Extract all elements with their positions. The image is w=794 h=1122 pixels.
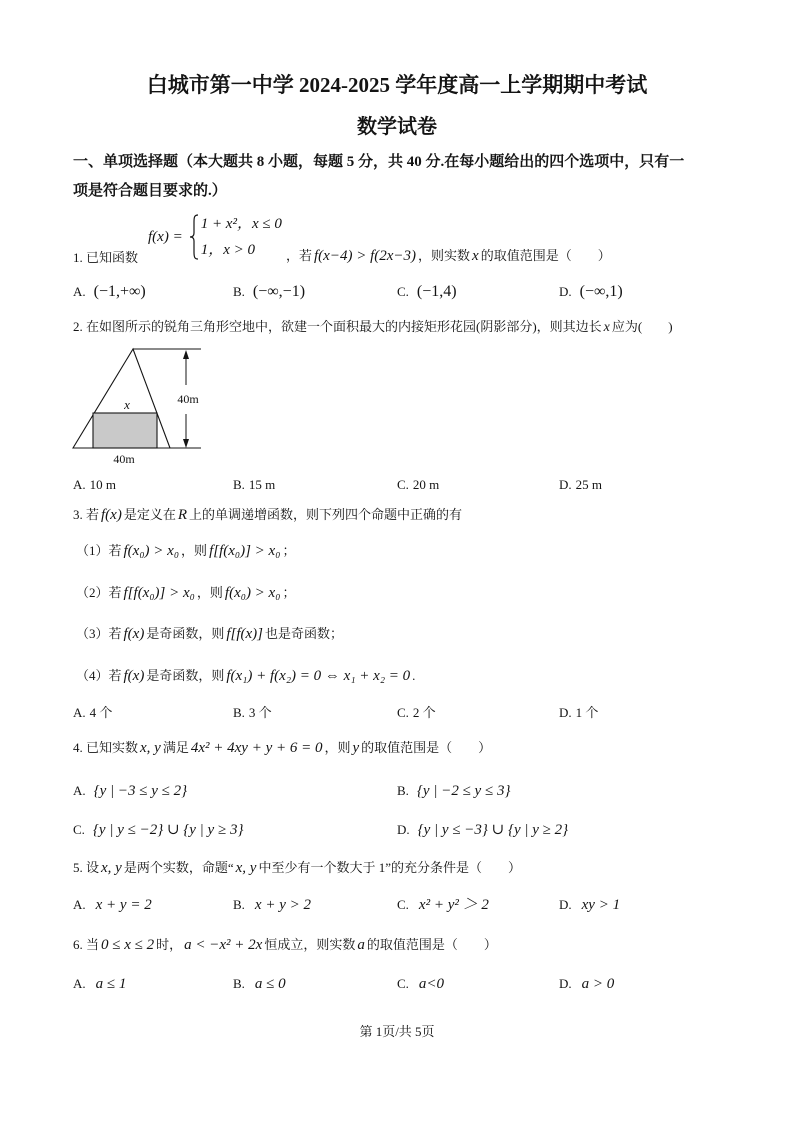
- q6-stem-b: 时，: [156, 937, 183, 952]
- option-value: (−1,4): [416, 283, 457, 300]
- option-value: 10 m: [89, 477, 117, 492]
- option-label: B.: [233, 284, 245, 299]
- q2-option-b: [233, 475, 275, 495]
- option-label: B.: [233, 477, 245, 492]
- option-label: A.: [73, 783, 86, 798]
- option-label: C.: [397, 897, 409, 912]
- option-label: D.: [397, 822, 410, 837]
- option-value: xy > 1: [581, 897, 621, 913]
- option-value: (−∞,−1): [252, 283, 306, 300]
- q6-math-1: 0 ≤ x ≤ 2: [101, 937, 155, 953]
- statement-math-2: f[f(x)]: [226, 626, 264, 642]
- q2-triangle-figure: [60, 340, 210, 470]
- q3-stem-r: R: [177, 507, 188, 523]
- q3-stem-b: 是定义在: [123, 507, 176, 522]
- statement-end: ；: [282, 585, 296, 600]
- exam-subtitle: 数学试卷: [357, 116, 437, 138]
- option-value: 20 m: [412, 477, 440, 492]
- q1-number: 1. 已知函数: [73, 250, 139, 265]
- statement-math-1: f(x): [123, 668, 145, 684]
- statement-end: .: [412, 668, 416, 683]
- q3-option-d: [559, 703, 598, 723]
- q3-stem-a: 3. 若: [73, 507, 100, 522]
- q2-stem-b: 应为( ): [611, 319, 673, 334]
- option-value: x² + y² ＞ 2: [418, 897, 489, 913]
- option-value: a<0: [418, 976, 445, 992]
- q5-option-d: [559, 895, 620, 915]
- q1-case-1: 1 + x²，x ≤ 0: [200, 216, 282, 232]
- option-label: D.: [559, 477, 572, 492]
- q6-math-3: a: [357, 937, 365, 953]
- q3-statement-3: [76, 624, 343, 644]
- option-value: {y | −3 ≤ y ≤ 2}: [93, 783, 188, 799]
- option-value: x + y = 2: [95, 897, 152, 913]
- brace-symbol: [189, 214, 199, 260]
- statement-mid: 是奇函数，则: [146, 626, 225, 641]
- statement-math-2: f[f(x₀)] > x₀: [209, 543, 281, 559]
- option-value: 3 个: [248, 705, 272, 720]
- q1-option-d: [559, 282, 623, 302]
- statement-prefix: （2）若: [76, 585, 122, 600]
- q6-stem-d: 的取值范围是（ ）: [366, 937, 497, 952]
- q1-piecewise-function: [146, 213, 282, 261]
- q1-text-then: ，则实数: [418, 248, 471, 263]
- section-heading-line2: 项是符合题目要求的.）: [73, 183, 227, 199]
- q3-statement-1: [76, 541, 295, 561]
- height-arrow-up-icon: [183, 350, 189, 385]
- page-number-footer: 第 1页/共 5页: [359, 1024, 435, 1039]
- height-arrow-down-icon: [183, 414, 189, 448]
- q3-statement-2: [76, 583, 295, 603]
- option-value: a ≤ 0: [254, 976, 286, 992]
- option-label: D.: [559, 976, 572, 991]
- option-value: {y | y ≤ −2} ∪ {y | y ≥ 3}: [92, 822, 244, 838]
- q4-math-2: 4x² + 4xy + y + 6 = 0: [190, 740, 323, 756]
- q3-stem-c: 上的单调递增函数，则下列四个命题中正确的有: [189, 507, 463, 522]
- section-heading-line1: 一、单项选择题（本大题共 8 小题，每题 5 分，共 40 分.在每小题给出的四个选项中，只有一: [73, 154, 685, 170]
- statement-math-1: f(x): [123, 626, 145, 642]
- q5-stem-a: 5. 设: [73, 860, 100, 875]
- q4-math-3: y: [352, 740, 360, 756]
- option-value: x + y > 2: [254, 897, 311, 913]
- option-value: (−1,+∞): [93, 283, 146, 300]
- option-value: (−∞,1): [579, 283, 623, 300]
- statement-mid: 是奇函数，则: [146, 668, 225, 683]
- q1-variable: x: [472, 248, 479, 264]
- q2-stem: [73, 317, 673, 337]
- statement-prefix: （1）若: [76, 543, 122, 558]
- q3-statement-4: [76, 666, 415, 686]
- q4-option-d: [397, 820, 568, 840]
- q5-stem-c: 中至少有一个数大于 1”的充分条件是（ ）: [258, 860, 521, 875]
- statement-end: ；: [282, 543, 296, 558]
- q5-option-c: [397, 895, 489, 915]
- q3-stem-f: f(x): [101, 507, 122, 523]
- option-value: 4 个: [89, 705, 113, 720]
- option-label: B.: [233, 976, 245, 991]
- rect-width-label: x: [124, 397, 130, 412]
- option-label: B.: [233, 705, 245, 720]
- option-label: A.: [73, 976, 86, 991]
- q6-stem-a: 6. 当: [73, 937, 100, 952]
- q6-option-a: [73, 974, 126, 994]
- q1-text-if: ，若: [286, 248, 313, 263]
- q2-stem-a: 2. 在如图所示的锐角三角形空地中，欲建一个面积最大的内接矩形花园(阴影部分)，则其边长: [73, 319, 602, 334]
- q4-stem-b: 满足: [162, 740, 189, 755]
- q2-option-c: [397, 475, 439, 495]
- option-label: C.: [397, 976, 409, 991]
- option-label: B.: [233, 897, 245, 912]
- base-label: 40m: [113, 452, 135, 466]
- option-value: 25 m: [575, 477, 603, 492]
- q4-option-c: [73, 820, 243, 840]
- q5-stem: [73, 858, 521, 878]
- option-value: 2 个: [412, 705, 436, 720]
- q5-option-b: [233, 895, 311, 915]
- q1-option-b: [233, 282, 305, 302]
- q1-text-end: 的取值范围是（ ）: [480, 248, 611, 263]
- statement-math-2: f(x₁) + f(x₂) = 0 ⇔ x₁ + x₂ = 0: [226, 668, 411, 684]
- q6-stem: [73, 935, 497, 955]
- exam-title: 白城市第一中学 2024-2025 学年度高一上学期期中考试: [146, 73, 648, 97]
- statement-prefix: （3）若: [76, 626, 122, 641]
- q3-option-b: [233, 703, 272, 723]
- q2-variable: x: [603, 320, 610, 335]
- option-value: a > 0: [581, 976, 615, 992]
- q6-option-d: [559, 974, 614, 994]
- q1-option-c: [397, 282, 457, 302]
- statement-prefix: （4）若: [76, 668, 122, 683]
- option-label: A.: [73, 705, 86, 720]
- statement-mid: ，则: [196, 585, 223, 600]
- height-label: 40m: [177, 392, 199, 406]
- q5-option-a: [73, 895, 152, 915]
- q4-option-b: [397, 781, 510, 801]
- statement-mid: ，则: [181, 543, 208, 558]
- q5-stem-b: 是两个实数，命题“: [123, 860, 234, 875]
- q6-option-c: [397, 974, 444, 994]
- option-label: A.: [73, 284, 86, 299]
- q4-stem: [73, 738, 491, 758]
- q5-math-2: x, y: [235, 860, 257, 876]
- option-value: a ≤ 1: [95, 976, 127, 992]
- q4-stem-d: 的取值范围是（ ）: [361, 740, 492, 755]
- q3-option-a: [73, 703, 112, 723]
- statement-end: 也是奇函数；: [265, 626, 344, 641]
- q6-math-2: a < −x² + 2x: [184, 937, 263, 953]
- q4-option-a: [73, 781, 187, 801]
- statement-math-1: f(x₀) > x₀: [123, 543, 180, 559]
- option-label: A.: [73, 477, 86, 492]
- q4-stem-a: 4. 已知实数: [73, 740, 139, 755]
- q5-math-1: x, y: [101, 860, 122, 876]
- option-label: D.: [559, 284, 572, 299]
- option-value: {y | −2 ≤ y ≤ 3}: [416, 783, 511, 799]
- option-label: A.: [73, 897, 86, 912]
- q6-stem-c: 恒成立，则实数: [264, 937, 356, 952]
- option-label: C.: [73, 822, 85, 837]
- q4-stem-c: ，则: [324, 740, 351, 755]
- q4-math-1: x, y: [140, 740, 161, 756]
- q1-stem-rest: [286, 246, 611, 266]
- option-label: B.: [397, 783, 409, 798]
- option-label: D.: [559, 705, 572, 720]
- q3-option-c: [397, 703, 436, 723]
- option-value: 1 个: [575, 705, 599, 720]
- option-label: D.: [559, 897, 572, 912]
- option-label: C.: [397, 284, 409, 299]
- q1-case-2: 1，x > 0: [200, 242, 255, 258]
- q1-option-a: [73, 282, 146, 302]
- q3-stem: [73, 505, 462, 525]
- q1-cases: [201, 214, 282, 260]
- option-label: C.: [397, 705, 409, 720]
- option-value: {y | y ≤ −3} ∪ {y | y ≥ 2}: [417, 822, 569, 838]
- shaded-rectangle: [93, 413, 157, 448]
- q2-option-d: [559, 475, 602, 495]
- option-label: C.: [397, 477, 409, 492]
- statement-math-2: f(x₀) > x₀: [224, 585, 281, 601]
- q2-option-a: [73, 475, 116, 495]
- q1-function-lhs: f(x) =: [148, 228, 183, 245]
- q6-option-b: [233, 974, 286, 994]
- q1-condition: f(x−4) > f(2x−3): [314, 248, 417, 264]
- option-value: 15 m: [248, 477, 276, 492]
- statement-math-1: f[f(x₀)] > x₀: [123, 585, 195, 601]
